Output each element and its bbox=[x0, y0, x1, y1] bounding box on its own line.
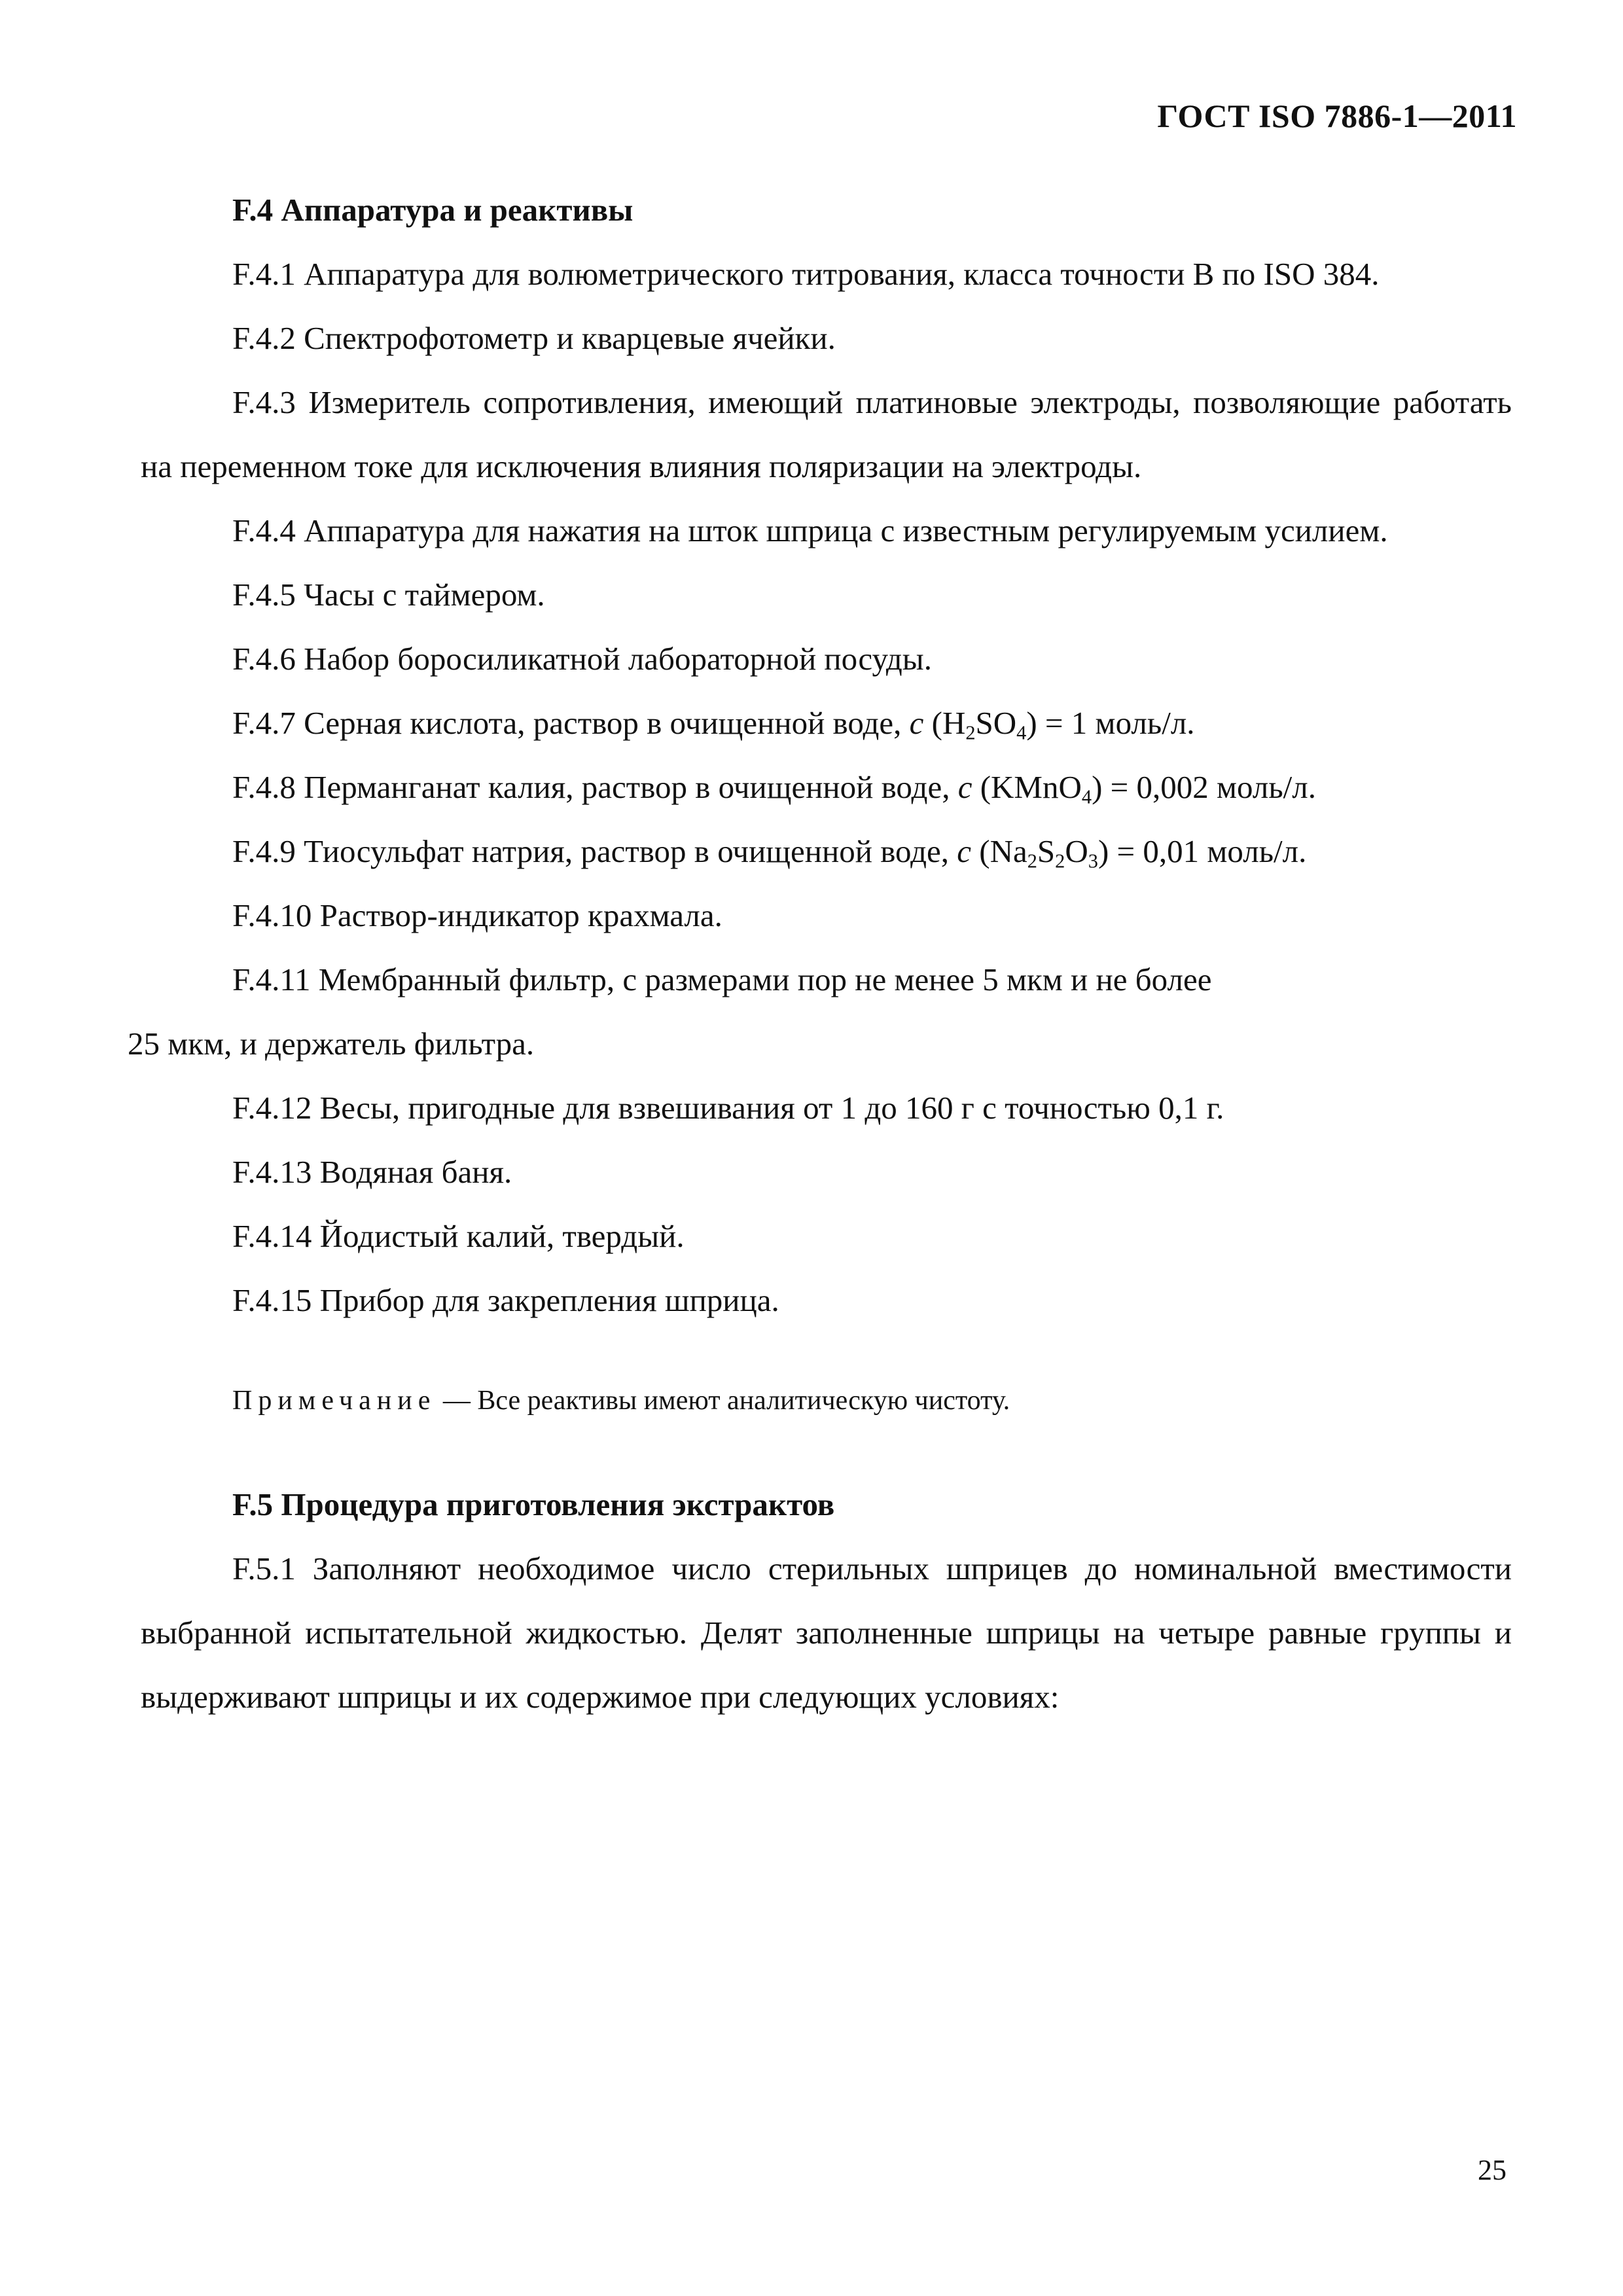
paragraph-f4-8: F.4.8 Перманганат калия, раствор в очищенной воде, с (KMnO$_4$) = 0,002 моль/л. bbox=[232, 769, 1316, 808]
concentration-symbol: с bbox=[909, 705, 924, 741]
page-content bbox=[128, 178, 1512, 1729]
paragraph-f4-7: F.4.7 Серная кислота, раствор в очищенной воде, с $(H_2SO_4) = 1$ моль/л. bbox=[232, 705, 1195, 744]
section-heading-f4: F.4 Аппаратура и реактивы bbox=[232, 192, 633, 228]
paragraph-f4-3: F.4.3 Измеритель сопротивления, имеющий платиновые электроды, позволяющие работать на переменном токе для исключения влияния поляризации на электроды. bbox=[141, 384, 1512, 484]
section-heading-f5: F.5 Процедура приготовления экстрактов bbox=[232, 1486, 835, 1522]
paragraph-f4-10: F.4.10 Раствор-индикатор крахмала. bbox=[232, 897, 722, 933]
document-code-header: ГОСТ ISO 7886-1—2011 bbox=[1157, 98, 1517, 134]
paragraph-f4-14: F.4.14 Йодистый калий, твердый. bbox=[232, 1218, 685, 1254]
note-text: — Все реактивы имеют аналитическую чистоту. bbox=[436, 1386, 1010, 1416]
paragraph-f4-11-continuation: 25 мкм, и держатель фильтра. bbox=[128, 1026, 535, 1062]
page-number: 25 bbox=[1478, 2154, 1507, 2186]
paragraph-f4-1: F.4.1 Аппаратура для волюметрического титрования, класса точности В по ISO 384. bbox=[232, 256, 1380, 292]
paragraph-f5-1: F.5.1 Заполняют необходимое число стерильных шприцев до номинальной вместимости выбранной испытательной жидкостью. Делят заполненные шприцы на четыре равные группы и выдерживают шприцы и их содержимое при следующих условиях: bbox=[141, 1551, 1512, 1715]
concentration-symbol: с bbox=[957, 769, 972, 805]
paragraph-f4-15: F.4.15 Прибор для закрепления шприца. bbox=[232, 1282, 779, 1318]
paragraph-f4-13: F.4.13 Водяная баня. bbox=[232, 1154, 512, 1190]
note bbox=[141, 1381, 1512, 1420]
paragraph-f4-2: F.4.2 Спектрофотометр и кварцевые ячейки. bbox=[232, 320, 836, 356]
concentration-symbol: с bbox=[957, 833, 972, 869]
paragraph-f4-9: F.4.9 Тиосульфат натрия, раствор в очищенной воде, с $(Na_2S_2O_3) = 0,01$ моль/л. bbox=[232, 833, 1307, 872]
paragraph-f4-4: F.4.4 Аппаратура для нажатия на шток шприца с известным регулируемым усилием. bbox=[232, 512, 1388, 548]
paragraph-f4-12: F.4.12 Весы, пригодные для взвешивания от 1 до 160 г с точностью 0,1 г. bbox=[232, 1090, 1224, 1126]
note-label: Примечание bbox=[232, 1386, 437, 1416]
paragraph-f4-5: F.4.5 Часы с таймером. bbox=[232, 577, 545, 613]
paragraph-f4-11: F.4.11 Мембранный фильтр, с размерами пор не менее 5 мкм и не более 25 мкм, и держатель фильтра. bbox=[141, 948, 1512, 1076]
paragraph-f4-6: F.4.6 Набор боросиликатной лабораторной посуды. bbox=[232, 641, 932, 677]
